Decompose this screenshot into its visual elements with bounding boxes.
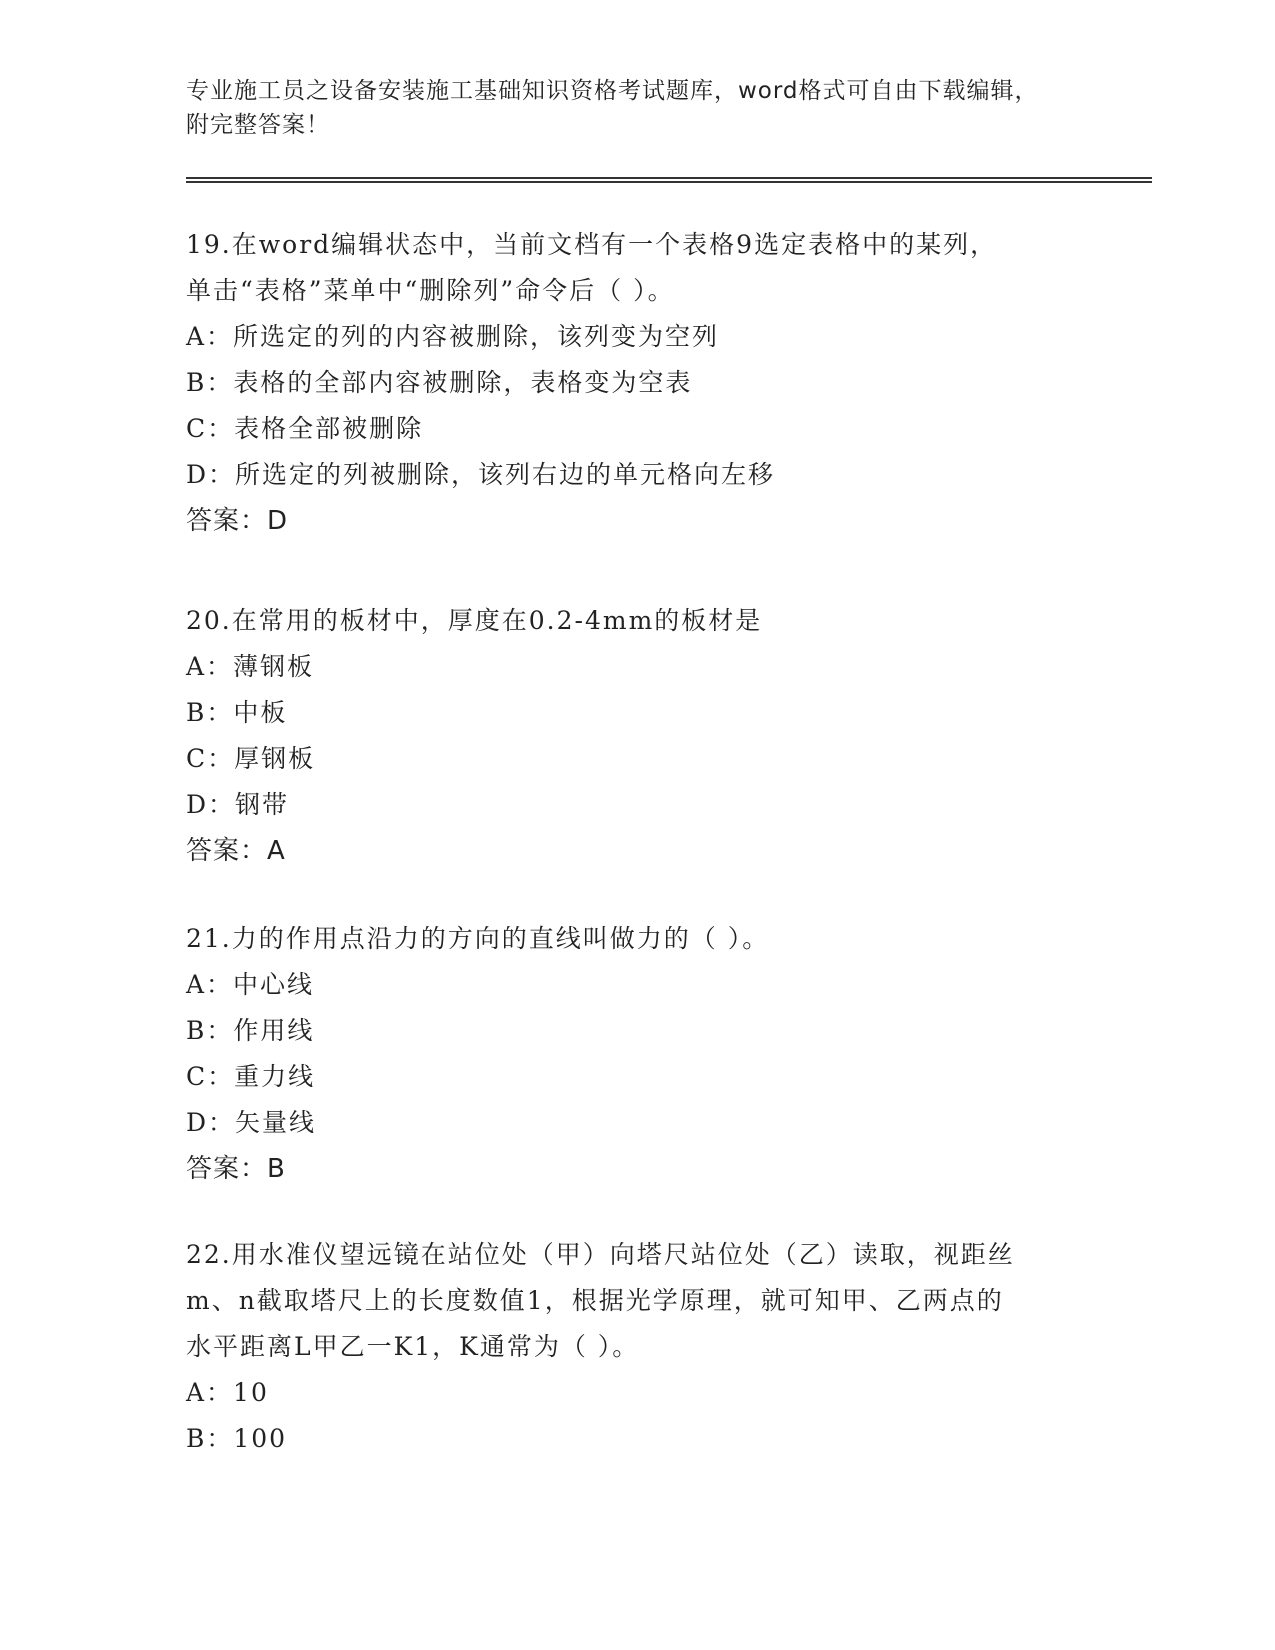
option-b: B：表格的全部内容被删除，表格变为空表 [186,368,693,397]
header-title-line-2: 附完整答案！ [186,112,330,138]
answer-line: 答案：B [186,1154,286,1184]
option-c: C：厚钢板 [186,744,316,773]
option-a: A：10 [186,1378,269,1407]
option-d: D：所选定的列被删除，该列右边的单元格向左移 [186,460,776,489]
header-title-line-1: 专业施工员之设备安装施工基础知识资格考试题库，word格式可自由下载编辑， [186,78,1039,104]
option-d: D：矢量线 [186,1108,317,1137]
answer-line: 答案：A [186,836,286,866]
question-22 [186,1232,1086,1462]
question-stem-line: 22.用水准仪望远镜在站位处（甲）向塔尺站位处（乙）读取，视距丝 [186,1240,1015,1269]
question-stem-line: 21.力的作用点沿力的方向的直线叫做力的（ ）。 [186,924,770,953]
option-b: B：100 [186,1424,288,1453]
option-b: B：中板 [186,698,288,727]
document-header [186,74,1066,142]
question-stem-line: 单击“表格”菜单中“删除列”命令后（ ）。 [186,276,675,305]
question-stem-line: 水平距离L甲乙一K1，K通常为（ ）。 [186,1332,640,1361]
option-c: C：表格全部被删除 [186,414,424,443]
question-stem-line: 20.在常用的板材中，厚度在0.2-4mm的板材是 [186,606,763,635]
question-19 [186,222,1086,544]
question-21 [186,916,1086,1192]
option-a: A：中心线 [186,970,315,999]
option-c: C：重力线 [186,1062,316,1091]
question-20 [186,598,1086,874]
question-stem-line: 19.在word编辑状态中，当前文档有一个表格9选定表格中的某列， [186,230,998,259]
option-a: A：所选定的列的内容被删除，该列变为空列 [186,322,720,351]
answer-line: 答案：D [186,506,289,536]
option-a: A：薄钢板 [186,652,315,681]
option-b: B：作用线 [186,1016,315,1045]
question-stem-line: m、n截取塔尺上的长度数值1，根据光学原理，就可知甲、乙两点的 [186,1286,1004,1315]
option-d: D：钢带 [186,790,290,819]
header-double-rule [186,177,1152,183]
